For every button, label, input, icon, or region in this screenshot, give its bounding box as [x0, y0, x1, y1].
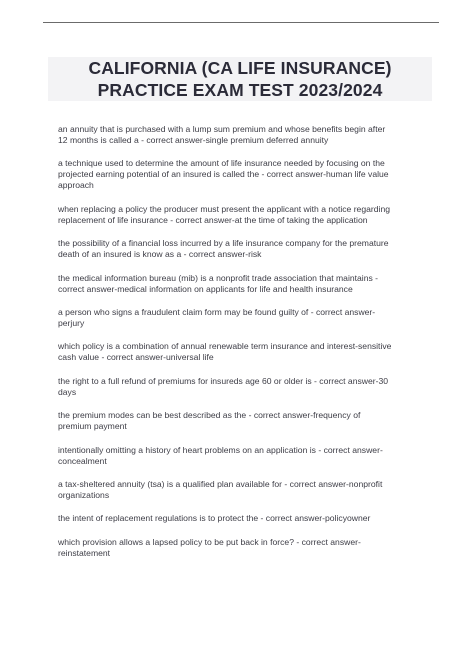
qa-text-line: a person who signs a fraudulent claim form may be found guilty of - correct answer- — [58, 306, 376, 317]
qa-text-line: the right to a full refund of premiums for insureds age 60 or older is - correct answer-30 — [58, 375, 389, 386]
qa-item — [58, 479, 430, 501]
qa-item — [58, 376, 430, 398]
qa-text-line: an annuity that is purchased with a lump sum premium and whose benefits begin after — [58, 124, 386, 134]
question-answer-list — [58, 124, 430, 571]
title-line-2: PRACTICE EXAM TEST 2023/2024 — [97, 80, 383, 100]
qa-text-line: reinstatement — [58, 547, 111, 558]
qa-text-line: a tax-sheltered annuity (tsa) is a qualified plan available for - correct answer-nonprofit — [58, 478, 383, 489]
qa-text-line: the premium modes can be best described as the - correct answer-frequency of — [58, 410, 361, 421]
qa-text-line: projected earning potential of an insured is called the - correct answer-human life value — [58, 169, 389, 180]
qa-item — [58, 410, 430, 432]
qa-item — [58, 445, 430, 467]
title-line-1: CALIFORNIA (CA LIFE INSURANCE) — [88, 58, 392, 78]
qa-item — [58, 124, 430, 146]
qa-text-line: concealment — [58, 455, 107, 466]
document-title — [48, 57, 432, 101]
qa-item — [58, 204, 430, 226]
qa-text-line: perjury — [58, 317, 85, 328]
qa-text-line: 12 months is called a - correct answer-single premium deferred annuity — [58, 135, 329, 145]
qa-text-line: organizations — [58, 489, 110, 500]
qa-text-line: days — [58, 386, 77, 397]
qa-text-line: death of an insured is know as a - correct answer-risk — [58, 249, 262, 260]
qa-text-line: approach — [58, 180, 94, 191]
qa-item — [58, 273, 430, 295]
qa-text-line: intentionally omitting a history of heart problems on an application is - correct answer- — [58, 444, 383, 455]
qa-item — [58, 238, 430, 260]
qa-item — [58, 537, 430, 559]
qa-text-line: premium payment — [58, 421, 127, 432]
qa-text-line: the possibility of a financial loss incurred by a life insurance company for the premature — [58, 238, 389, 249]
top-divider — [43, 22, 439, 23]
qa-text-line: cash value - correct answer-universal life — [58, 352, 214, 363]
qa-item — [58, 341, 430, 363]
qa-text-line: replacement of life insurance - correct answer-at the time of taking the application — [58, 214, 368, 225]
qa-item — [58, 513, 430, 524]
qa-text-line: correct answer-medical information on applicants for life and health insurance — [58, 283, 353, 294]
qa-text-line: when replacing a policy the producer must present the applicant with a notice regarding — [58, 203, 391, 214]
qa-text-line: the medical information bureau (mib) is a nonprofit trade association that maintains - — [58, 272, 379, 283]
qa-text-line: the intent of replacement regulations is to protect the - correct answer-policyowner — [58, 513, 371, 524]
qa-item — [58, 158, 430, 191]
qa-text-line: which policy is a combination of annual renewable term insurance and interest-sensitive — [58, 341, 392, 352]
qa-text-line: which provision allows a lapsed policy to be put back in force? - correct answer- — [58, 536, 361, 547]
qa-text-line: a technique used to determine the amount of life insurance needed by focusing on the — [58, 158, 385, 169]
qa-item — [58, 307, 430, 329]
